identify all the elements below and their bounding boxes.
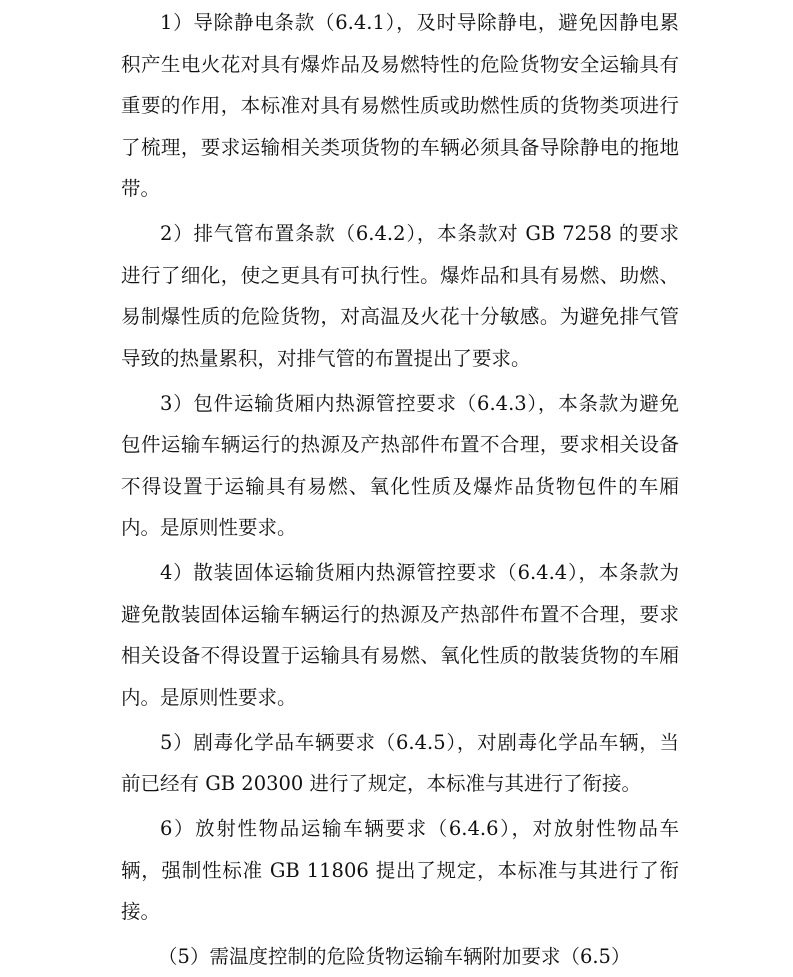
section-heading-6-5: （5）需温度控制的危险货物运输车辆附加要求（6.5） — [121, 936, 679, 977]
paragraph-6-4-1: 1）导除静电条款（6.4.1），及时导除静电，避免因静电累积产生电火花对具有爆炸品及易燃特性的危险货物安全运输具有重要的作用，本标准对具有易燃性质或助燃性质的货物类项进行了梳理，要求运输相关类项货物的车辆必须具备导除静电的拖地带。 — [121, 2, 679, 210]
paragraph-6-4-4: 4）散装固体运输货厢内热源管控要求（6.4.4），本条款为避免散装固体运输车辆运行的热源及产热部件布置不合理，要求相关设备不得设置于运输具有易燃、氧化性质的散装货物的车厢内。是原则性要求。 — [121, 552, 679, 718]
paragraph-6-4-6: 6）放射性物品运输车辆要求（6.4.6），对放射性物品车辆，强制性标准 GB 11806 提出了规定，本标准与其进行了衔接。 — [121, 808, 679, 933]
paragraph-6-4-5: 5）剧毒化学品车辆要求（6.4.5），对剧毒化学品车辆，当前已经有 GB 20300 进行了规定，本标准与其进行了衔接。 — [121, 722, 679, 805]
paragraph-6-4-2: 2）排气管布置条款（6.4.2），本条款对 GB 7258 的要求进行了细化，使之更具有可执行性。爆炸品和具有易燃、助燃、易制爆性质的危险货物，对高温及火花十分敏感。为避免排气管导致的热量累积，对排气管的布置提出了要求。 — [121, 213, 679, 379]
paragraph-6-4-3: 3）包件运输货厢内热源管控要求（6.4.3），本条款为避免包件运输车辆运行的热源及产热部件布置不合理，要求相关设备不得设置于运输具有易燃、氧化性质及爆炸品货物包件的车厢内。是原则性要求。 — [121, 383, 679, 549]
